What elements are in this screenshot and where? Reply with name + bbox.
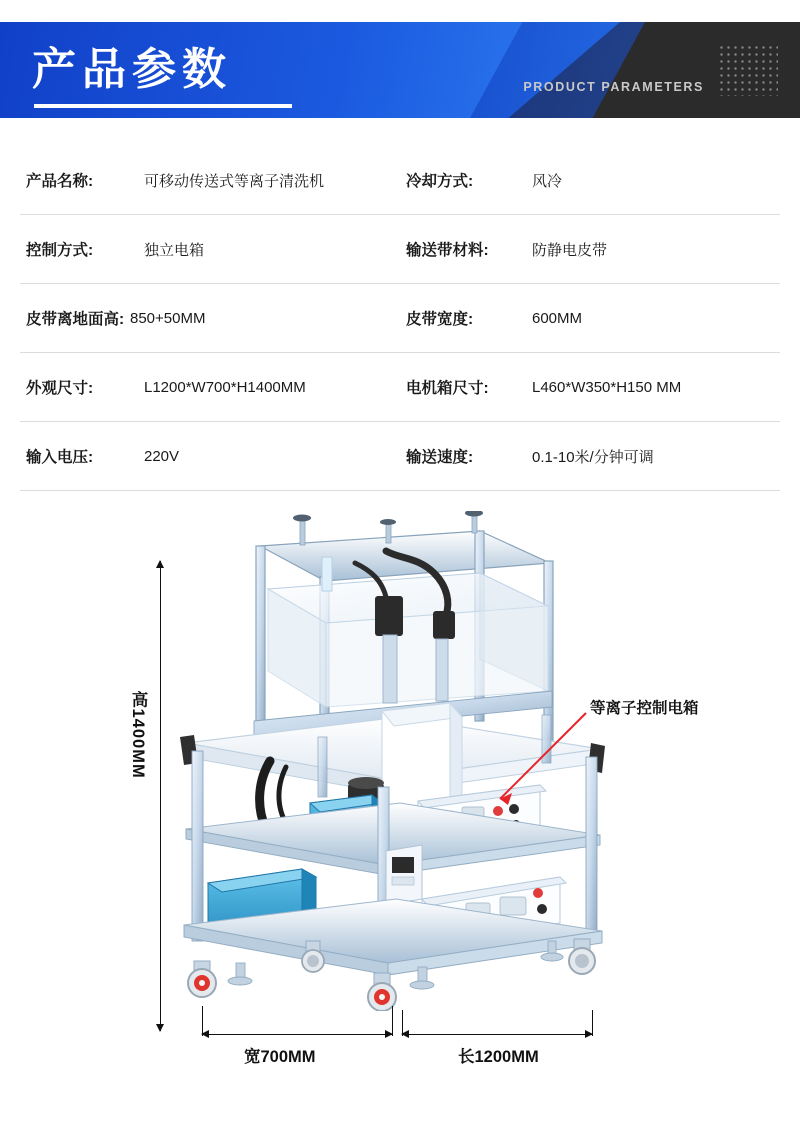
param-cell [400, 169, 780, 191]
param-label: 输送速度: [406, 449, 474, 466]
param-cell [400, 376, 780, 398]
header-dot-pattern [718, 44, 778, 96]
width-dimension-line [202, 1034, 392, 1035]
param-value: 220V [144, 447, 180, 465]
param-value: 850+50MM [130, 309, 206, 327]
param-cell [400, 445, 780, 467]
param-value: 600MM [532, 309, 583, 327]
param-cell [20, 376, 400, 398]
product-diagram [0, 501, 800, 1111]
param-value: 0.1-10米/分钟可调 [532, 448, 654, 466]
param-cell [400, 307, 780, 329]
machine-illustration [150, 511, 620, 1011]
title-underline [34, 104, 292, 108]
callout-label: 等离子控制电箱 [590, 700, 699, 717]
height-dimension-label: 高1400MM [129, 691, 147, 779]
table-row [20, 284, 780, 353]
table-row [20, 353, 780, 422]
page-title-english: PRODUCT PARAMETERS [523, 80, 704, 94]
page-header [0, 0, 800, 140]
page-title: 产品参数 [32, 45, 232, 94]
param-value: 风冷 [532, 172, 563, 190]
param-cell [20, 445, 400, 467]
param-value: L460*W350*H150 MM [532, 378, 682, 396]
param-label: 皮带离地面高: [26, 311, 125, 328]
param-value: 防静电皮带 [532, 241, 608, 259]
param-cell [20, 169, 400, 191]
product-parameters-table [20, 146, 780, 491]
length-dimension-label: 长1200MM [458, 1048, 539, 1066]
param-label: 电机箱尺寸: [406, 380, 489, 397]
height-dimension-line [160, 561, 161, 1031]
param-label: 输送带材料: [406, 242, 489, 259]
param-value: L1200*W700*H1400MM [144, 378, 306, 396]
table-row [20, 146, 780, 215]
table-row [20, 422, 780, 491]
param-label: 皮带宽度: [406, 311, 474, 328]
param-label: 冷却方式: [406, 173, 474, 190]
length-dimension-line [402, 1034, 592, 1035]
param-label: 控制方式: [26, 242, 94, 259]
param-label: 外观尺寸: [26, 380, 94, 397]
param-value: 可移动传送式等离子清洗机 [144, 172, 325, 190]
param-label: 产品名称: [26, 173, 94, 190]
table-row [20, 215, 780, 284]
width-dimension-label: 宽700MM [244, 1048, 316, 1066]
param-value: 独立电箱 [144, 241, 205, 259]
param-cell [20, 307, 400, 329]
param-cell [400, 238, 780, 260]
param-label: 输入电压: [26, 449, 94, 466]
param-cell [20, 238, 400, 260]
